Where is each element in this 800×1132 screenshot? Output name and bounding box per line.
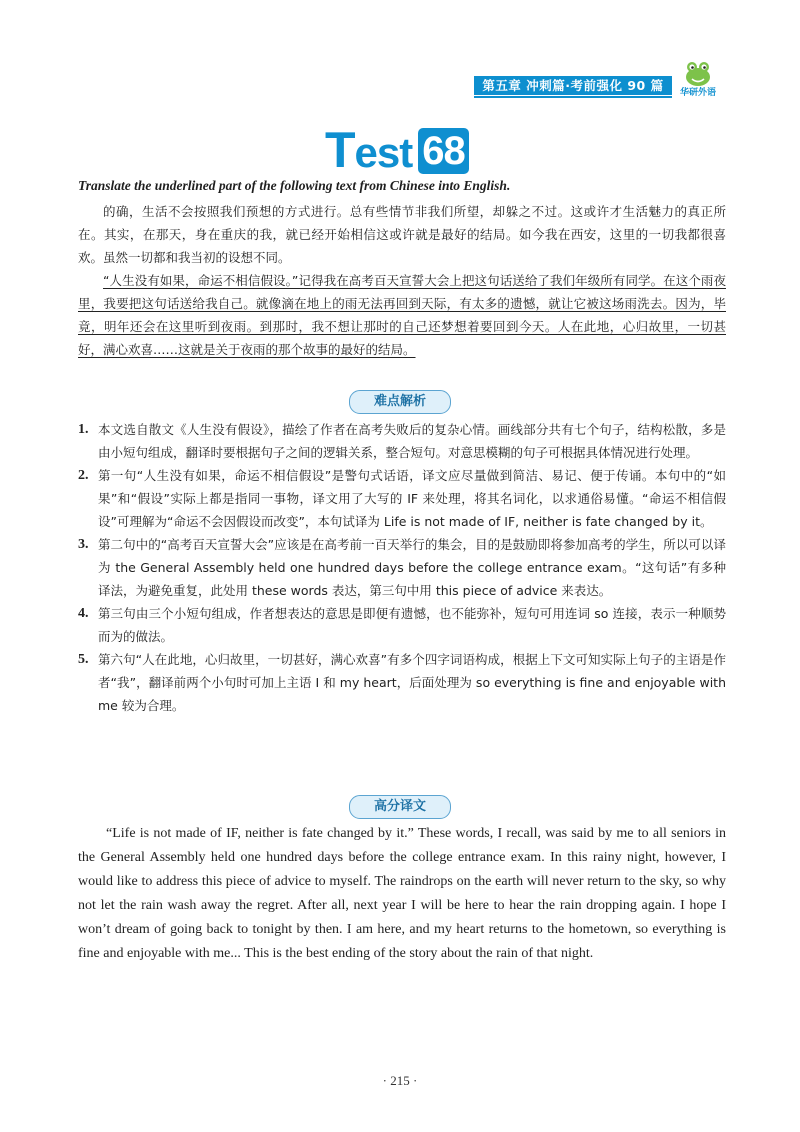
chapter-header: 第五章 冲刺篇·考前强化 90 篇 <box>474 76 672 95</box>
passage-paragraph-2 <box>78 269 726 361</box>
translation-section-title: 高分译文 <box>349 795 451 819</box>
list-item: 5. 第六句“人在此地，心归故里，一切甚好，满心欢喜”有多个四字词语构成，根据上下文可知实际上句子的主语是作者“我”，翻译前两个小句时可加上主语 I 和 my heart，后面处理为 so everything is fine and enjoyable with me 较为合理。 <box>78 652 726 713</box>
logo-text: 华研外语 <box>679 88 716 98</box>
header-rule <box>474 96 672 98</box>
underlined-text: “人生没有如果，命运不相信假设。”记得我在高考百天宣誓大会上把这句话送给了我们年级所有同学。在这个雨夜里，我要把这句话送给我自己。就像滴在地上的雨无法再回到天际，有太多的遗憾，就让它被这场雨洗去。因为，毕竟，明年还会在这里听到夜雨。到那时，我不想让那时的自己还梦想着要回到今天。人在此地，心归故里，一切甚好，满心欢喜……这就是关于夜雨的那个故事的最好的结局。 <box>78 273 726 357</box>
instruction: Translate the underlined part of the following text from Chinese into English. <box>78 178 511 193</box>
english-translation: “Life is not made of IF, neither is fate changed by it.” These words, I recall, was said by me to all seniors in the General Assembly held one hundred days before the college entrance exam. In this rainy night, however, I would like to address this piece of advice to myself. The raindrops on the earth will never return to the sky, so why not let the rain wash away the regret. After all, next year I will be here to hear the rain dropping again. I hope I won’t dream of going back to tonight by then. I am here, and my heart returns to the hometown, so everything is fine and enjoyable with me... This is the best ending of the story about the rain of that night. <box>78 826 726 961</box>
list-item: 1. 本文选自散文《人生没有假设》，描绘了作者在高考失败后的复杂心情。画线部分共有七个句子，结构松散，多是由小短句组成，翻译时要根据句子之间的逻辑关系，整合短句。对意思模糊的句子可根据具体情况进行处理。 <box>78 422 726 460</box>
passage-paragraph-1: 的确，生活不会按照我们预想的方式进行。总有些情节非我们所望，却躲之不过。这或许才生活魅力的真正所在。其实，在那天，身在重庆的我，就已经开始相信这或许就是最好的结局。如今我在西安，这里的一切我都很喜欢。虽然一切都和我当初的设想不同。 <box>78 204 726 265</box>
analysis-section-title: 难点解析 <box>349 390 451 414</box>
page-title <box>325 122 469 178</box>
list-item: 4. 第三句由三个小短句组成，作者想表达的意思是即便有遗憾，也不能弥补，短句可用连词 so 连接，表示一种顺势而为的做法。 <box>78 606 726 644</box>
publisher-logo <box>674 58 722 102</box>
title-word: Test <box>325 122 413 178</box>
page-number: · 215 · <box>382 1073 418 1088</box>
list-item: 3. 第二句中的“高考百天宣誓大会”应该是在高考前一百天举行的集会，目的是鼓励即将参加高考的学生，所以可以译为 the General Assembly held one hundred days before the college entrance exam。“这句话”有多种译法，为避免重复，此处用 these words 表达，第三句中用 this piece of advice 来表达。 <box>78 537 726 598</box>
list-item: 2. 第一句“人生没有如果，命运不相信假设”是警句式话语，译文应尽量做到简洁、易记、便于传诵。本句中的“如果”和“假设”实际上都是指同一事物，译文用了大写的 IF 来处理，将其名词化，以求通俗易懂。“命运不相信假设”可理解为“命运不会因假设而改变”，本句试译为 Life is not made of IF, neither is fate changed by it。 <box>78 468 726 529</box>
frog-logo-icon <box>683 58 713 88</box>
analysis-notes <box>78 418 726 717</box>
test-number-badge: 68 <box>418 128 469 174</box>
